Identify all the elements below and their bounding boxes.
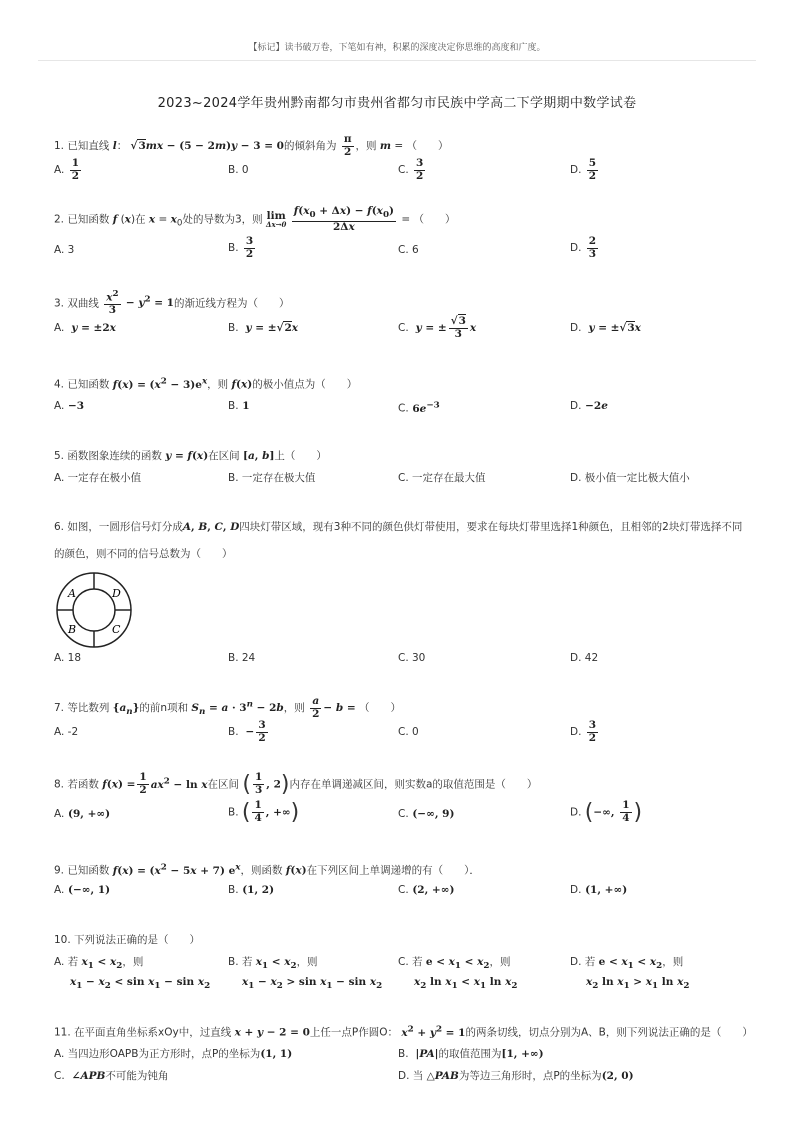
option-a[interactable]: A. 一定存在极小值 bbox=[54, 472, 142, 484]
question-stem: 7. 等比数列 $\{a_n\}$的前n项和 $S_n = a \cdot 3^n - 2b$，则 $\frac{a}{2}$ − b = （ ） bbox=[54, 695, 402, 720]
option-a[interactable]: A. 18 bbox=[54, 652, 82, 664]
option-a[interactable]: A. (−∞, 1) bbox=[54, 884, 111, 896]
option-b[interactable]: B. (1, 2) bbox=[228, 884, 275, 896]
question-stem: 10. 下列说法正确的是（ ） bbox=[54, 934, 201, 946]
option-a[interactable]: A. (9, +∞) bbox=[54, 808, 111, 820]
option-a[interactable]: A. y = ±2x bbox=[54, 322, 116, 334]
question-stem: 6. 如图，一圆形信号灯分成A, B, C, D四块灯带区域，现有3种不同的颜色供灯带使用，要求在每块灯带里选择1种颜色，且相邻的2块灯带选择不同的颜色，则不同的信号总数为（ ） bbox=[54, 521, 743, 560]
option-a[interactable]: A. 3 bbox=[54, 244, 75, 256]
option-c[interactable]: C. 0 bbox=[398, 726, 419, 738]
option-a[interactable]: A. −3 bbox=[54, 400, 85, 412]
option-b[interactable]: B. ( $\frac{1}{4}$ , +∞) bbox=[228, 799, 300, 825]
option-c[interactable]: C. y = ± $\frac{√3}{3}$ x bbox=[398, 315, 477, 340]
option-c[interactable]: C. $\frac{3}{2}$ bbox=[398, 157, 424, 182]
page-title: 2023~2024学年贵州黔南都匀市贵州省都匀市民族中学高二下学期期中数学试卷 bbox=[157, 96, 637, 111]
question-stem: 3. 双曲线 $\frac{x^2}{3}$ − $y^2 = 1$的渐近线方程为（ ） bbox=[54, 289, 290, 317]
option-b-conclusion: $x_1 - x_2 > \sin x_1 - \sin x_2$ bbox=[242, 976, 383, 992]
option-c[interactable]: C. ∠APB不可能为钝角 bbox=[54, 1070, 169, 1082]
option-d[interactable]: D. $\frac{3}{2}$ bbox=[570, 719, 597, 744]
option-a-conclusion: $x_1 - x_2 < \sin x_1 - \sin x_2$ bbox=[70, 976, 211, 992]
header-motto: 【标记】读书破万卷，下笔如有神，积累的深度决定你思维的高度和广度。 bbox=[248, 43, 546, 53]
option-d[interactable]: D. 极小值一定比极大值小 bbox=[570, 472, 690, 484]
option-d[interactable]: D. 42 bbox=[570, 652, 599, 664]
option-c-conclusion: $x_2$ $\ln x_1 < x_1$ $\ln x_2$ bbox=[414, 976, 518, 992]
option-b[interactable]: B. 1 bbox=[228, 400, 250, 412]
option-d[interactable]: D. 若 $e < x_1 < x_2$，则 bbox=[570, 956, 684, 972]
region-label-c: C bbox=[112, 623, 121, 636]
option-d[interactable]: D. 当 △PAB为等边三角形时，点P的坐标为(2, 0) bbox=[398, 1070, 634, 1082]
option-c[interactable]: C. 30 bbox=[398, 652, 426, 664]
option-d[interactable]: D. $\frac{2}{3}$ bbox=[570, 235, 597, 260]
option-c[interactable]: C. 若 $e < x_1 < x_2$，则 bbox=[398, 956, 511, 972]
signal-light-figure bbox=[54, 570, 134, 650]
option-a[interactable]: A. 当四边形OAPB为正方形时，点P的坐标为(1, 1) bbox=[54, 1048, 293, 1060]
option-c[interactable]: C. (−∞, 9) bbox=[398, 808, 455, 820]
option-a[interactable]: A. -2 bbox=[54, 726, 79, 738]
option-c[interactable]: C. $6e^{-3}$ bbox=[398, 400, 440, 415]
question-stem: 11. 在平面直角坐标系xOy中，过直线 x + y − 2 = 0上任一点P作圆O： $x^2 + y^2 = 1$的两条切线，切点分别为A、B，则下列说法正确的是（ ） bbox=[54, 1024, 753, 1039]
option-c[interactable]: C. 6 bbox=[398, 244, 419, 256]
option-c[interactable]: C. 一定存在最大值 bbox=[398, 472, 486, 484]
question-stem: 9. 已知函数 $f(x) = (x^2 - 5x + 7)$ $e^x$，则函数 f(x)在下列区间上单调递增的有（ ）． bbox=[54, 862, 480, 877]
question-stem: 4. 已知函数 $f(x) = (x^2 - 3)e^x$，则 f(x)的极小值点为（ ） bbox=[54, 376, 358, 391]
region-label-d: D bbox=[112, 587, 121, 600]
option-d[interactable]: D. (−∞, $\frac{1}{4}$ ) bbox=[570, 799, 643, 825]
option-b[interactable]: B. y = ±√2x bbox=[228, 322, 299, 334]
option-b[interactable]: B. 一定存在极大值 bbox=[228, 472, 316, 484]
option-d[interactable]: D. (1, +∞) bbox=[570, 884, 628, 896]
question-stem: 5. 函数图象连续的函数 y = f(x)在区间 [a, b]上（ ） bbox=[54, 450, 327, 462]
option-b[interactable]: B. 24 bbox=[228, 652, 256, 664]
option-d[interactable]: D. $\frac{5}{2}$ bbox=[570, 157, 597, 182]
option-d[interactable]: D. y = ±√3x bbox=[570, 322, 641, 334]
header-divider bbox=[38, 60, 756, 61]
question-stem: 1. 已知直线 l： √3mx − (5 − 2m)y − 3 = 0的倾斜角为 $\frac{\pi}{2}$ ，则 m = （ ） bbox=[54, 133, 449, 158]
region-label-b: B bbox=[68, 623, 77, 636]
question-stem: 2. 已知函数 f (x)在 $x = x_0$处的导数为3，则 lim Δx→0 $\frac{f(x_0 + \Delta x) - f(x_0)}{2\Delta x}$ = （ ） bbox=[54, 205, 456, 233]
inner-ring bbox=[73, 589, 115, 631]
option-a[interactable]: A. $\frac{1}{2}$ bbox=[54, 157, 79, 182]
region-label-a: A bbox=[68, 587, 76, 600]
option-b[interactable]: B. 0 bbox=[228, 164, 249, 176]
option-b[interactable]: B. − $\frac{3}{2}$ bbox=[228, 719, 266, 744]
option-b[interactable]: B. 若 $x_1 < x_2$，则 bbox=[228, 956, 318, 972]
option-c[interactable]: C. (2, +∞) bbox=[398, 884, 455, 896]
option-b[interactable]: B. |PA|的取值范围为[1, +∞) bbox=[398, 1048, 544, 1060]
option-d[interactable]: D. −2e bbox=[570, 400, 608, 412]
option-d-conclusion: $x_2$ $\ln x_1 > x_1$ $\ln x_2$ bbox=[586, 976, 690, 992]
question-stem: 8. 若函数 f(x) = $\frac{1}{2}$ $ax^2 - \ln x$在区间 ( $\frac{1}{3}$ , 2)内存在单调递减区间，则实数a的取值范围是（ ） bbox=[54, 771, 538, 797]
option-a[interactable]: A. 若 $x_1 < x_2$，则 bbox=[54, 956, 144, 972]
option-b[interactable]: B. $\frac{3}{2}$ bbox=[228, 235, 254, 260]
